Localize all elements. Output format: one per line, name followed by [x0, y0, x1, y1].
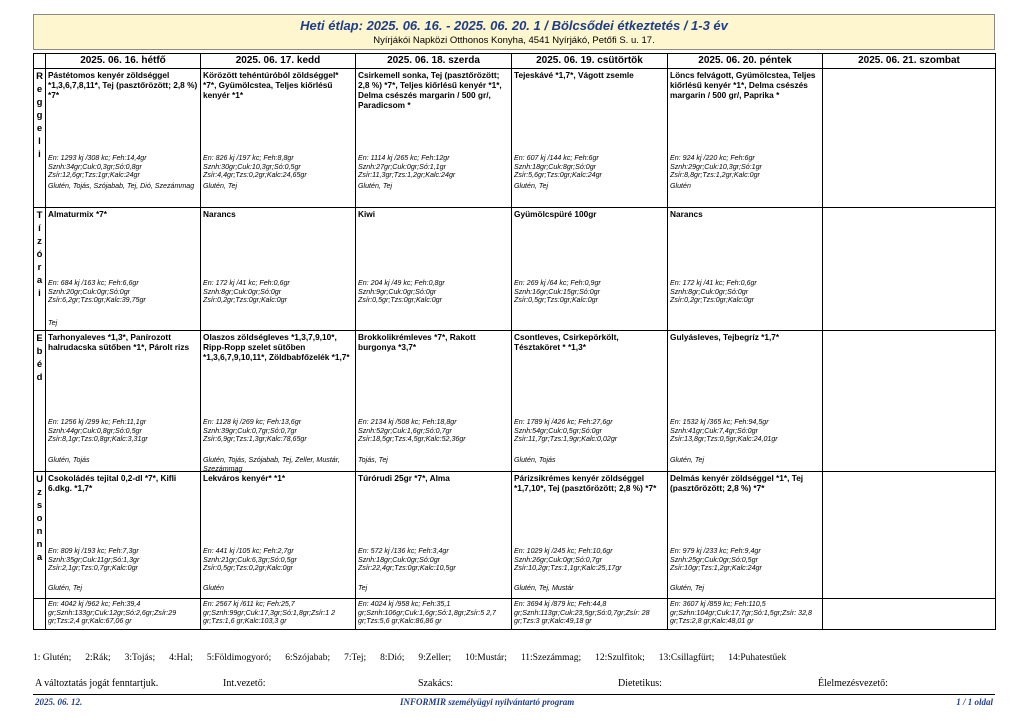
nutrition-line: Zsír:4,4gr;Tzs:0,2gr;Kalc:24,65gr [203, 171, 307, 180]
nutrition-line: Sznh:16gr;Cuk:15gr;Só:0gr [514, 287, 600, 296]
nutrition-line: Sznh:30gr;Cuk:10,3gr;Só:0,5gr [203, 162, 301, 171]
nutrition-info [670, 279, 820, 305]
nutrition-line: Zsír:0,5gr;Tzs:0gr;Kalc:0gr [514, 296, 598, 305]
nutrition-line: En: 172 kj /41 kc; Feh:0,6gr [203, 279, 290, 287]
meal-row [34, 472, 996, 599]
nutrition-line: Sznh:34gr;Cuk:0,3gr;Só:0,8gr [48, 162, 142, 171]
allergen-legend-item: 3:Tojás; [124, 653, 156, 663]
dish-text: Párizsikrémes kenyér zöldséggel *1,7,10*, Tej (pasztőrözött; 2,8 %) *7* [514, 473, 657, 493]
meal-label-letter: T [36, 210, 43, 221]
allergen-list: Glutén, Tojás [48, 456, 90, 464]
dish-text: Kiwi [358, 209, 376, 219]
dish-text: Narancs [203, 209, 236, 219]
nutrition-line: Zsír:22,4gr;Tzs:0gr;Kalc:10,5gr [358, 564, 456, 573]
meal-row [34, 331, 996, 472]
int-vezeto-label: Int.vezető: [223, 678, 266, 689]
nutrition-info [514, 279, 665, 305]
daily-total-text: En: 4042 kj /962 kc; Feh:39,4 gr;Sznh:133gr;Cuk:12gr;Só:2,6gr;Zsír:29 gr;Tzs:2,4 gr;Kalc:67,06 gr [48, 600, 177, 626]
meal-label-letter: g [36, 110, 43, 121]
allergen-legend-item: 5:Földimogyoró; [206, 653, 272, 663]
meal-label-letter: i [38, 149, 41, 160]
dish-text: Delmás kenyér zöldséggel *1*, Tej (pasztőrözött; 2,8 %) *7* [670, 473, 804, 493]
nutrition-info [203, 418, 353, 444]
meal-label-letter: r [37, 262, 42, 273]
nutrition-line: Sznh:29gr;Cuk:10,3gr;Só:1gr [670, 162, 762, 171]
dish-text: Csontleves, Csirkepörkölt, Tésztaköret * *1,3* [514, 332, 619, 352]
daily-total-text: En: 2567 kj /611 kc; Feh:25,7 gr;Sznh:99gr;Cuk:17,3gr;Só:1,8gr;Zsír:1 2 gr;Tzs:1,6 gr;Kalc:103,3 gr [203, 600, 336, 626]
nutrition-line: Sznh:20gr;Cuk:0gr;Só:0gr [48, 287, 131, 296]
nutrition-line: Zsír:6,2gr;Tzs:0gr;Kalc:39,75gr [48, 296, 146, 305]
allergen-legend-item: 2:Rák; [85, 653, 111, 663]
day-header-row [34, 54, 996, 69]
meal-label-letter: d [36, 372, 43, 383]
nutrition-line: En: 1029 kj /245 kc; Feh:10,6gr [514, 547, 613, 555]
szakacs-label: Szakács: [418, 678, 453, 689]
footer-page: 1 / 1 oldal [956, 697, 993, 707]
menu-cell [823, 472, 996, 599]
nutrition-line: En: 1789 kj /426 kc; Feh:27,6gr [514, 418, 613, 426]
meal-label-letter: E [36, 333, 43, 344]
nutrition-line: Sznh:8gr;Cuk:0gr;Só:0gr [203, 287, 282, 296]
meal-label-letter: e [36, 84, 43, 95]
meal-label [34, 331, 46, 472]
allergen-list: Glutén, Tej [358, 182, 393, 190]
footer-program: INFORMIR személyügyi nyilvántartó program [400, 697, 575, 707]
meal-label [34, 208, 46, 331]
nutrition-info [358, 418, 509, 444]
menu-cell [512, 331, 668, 472]
menu-cell [46, 331, 201, 472]
menu-cell [46, 208, 201, 331]
dish-text: Tejeskávé *1,7*, Vágott zsemle [514, 70, 634, 80]
meal-label [34, 69, 46, 208]
allergen-list: Tej [48, 319, 58, 327]
dish-text: Olaszos zöldségleves *1,3,7,9,10*, Ripp-Ropp szelet sütőben *1,3,6,7,9,10,11*, Zöldbabfőzelék *1,7* [203, 332, 350, 362]
nutrition-line: En: 572 kj /136 kc; Feh:3,4gr [358, 547, 449, 555]
nutrition-line: Sznh:18gr;Cuk:0gr;Só:0gr [358, 555, 441, 564]
nutrition-line: Zsír:0,2gr;Tzs:0gr;Kalc:0gr [670, 296, 754, 305]
menu-cell [668, 331, 823, 472]
allergen-list: Glutén, Tojás [514, 456, 556, 464]
nutrition-line: Sznh:39gr;Cuk:0,7gr;Só:0,7gr [203, 426, 297, 435]
daily-total-cell [823, 599, 996, 630]
dish-text: Pástétomos kenyér zöldséggel *1,3,6,7,8,11*, Tej (pasztőrözött; 2,8 %) *7* [48, 70, 198, 100]
menu-cell [356, 69, 512, 208]
nutrition-info [48, 279, 198, 305]
meal-label-letter: l [38, 136, 41, 147]
corner-cell [34, 54, 46, 69]
nutrition-line: En: 204 kj /49 kc; Feh:0,8gr [358, 279, 445, 287]
allergen-list: Glutén, Tej [48, 584, 83, 592]
meal-label-letter: a [36, 552, 43, 563]
meal-label-letter: e [36, 123, 43, 134]
nutrition-line: Zsír:0,5gr;Tzs:0gr;Kalc:0gr [358, 296, 442, 305]
daily-total-text: En: 3607 kj /859 kc; Feh:110,5 gr;Szhn:104gr;Cuk:17,7gr;Só:1,5gr;Zsír: 32,8 gr;Tzs:2,8 gr;Kalc:48,01 gr [670, 600, 812, 626]
day-header: 2025. 06. 20. péntek [668, 54, 823, 69]
meal-label-letter: i [38, 288, 41, 299]
nutrition-info [514, 418, 665, 444]
nutrition-line: Sznh:52gr;Cuk:1,6gr;Só:0,7gr [358, 426, 452, 435]
allergen-list: Glutén, Tej [670, 456, 705, 464]
nutrition-line: Zsír:0,5gr;Tzs:0,2gr;Kalc:0gr [203, 564, 293, 573]
nutrition-line: Zsír:12,6gr;Tzs:1gr;Kalc:24gr [48, 171, 140, 180]
page-footer [33, 697, 995, 711]
nutrition-line: Zsír:2,1gr;Tzs:0,7gr;Kalc:0gr [48, 564, 138, 573]
allergen-legend-item: 8:Dió; [380, 653, 405, 663]
dish-text: Löncs felvágott, Gyümölcstea, Teljes kiőrlésű kenyér *1*, Delma csészés margarin / 500 gr/, Paprika * [670, 70, 816, 100]
daily-total-text: En: 4024 kj /958 kc; Feh:35,1 gr;Sznh:106gr;Cuk:1,6gr;Só:1,8gr;Zsír:5 2,7 gr;Tzs:5,6 gr;Kalc:86,86 gr [358, 600, 497, 626]
menu-cell [512, 208, 668, 331]
allergen-list: Glutén, Tej, Mustár [514, 584, 574, 592]
nutrition-line: En: 1256 kj /299 kc; Feh:11,1gr [48, 418, 147, 426]
nutrition-line: En: 979 kj /233 kc; Feh:9,4gr [670, 547, 761, 555]
nutrition-line: En: 607 kj /144 kc; Feh:6gr [514, 154, 599, 162]
footer-date: 2025. 06. 12. [35, 697, 83, 707]
meal-label-letter: g [36, 97, 43, 108]
nutrition-line: Zsír:18,5gr;Tzs:4,5gr;Kalc:52,36gr [358, 435, 466, 444]
nutrition-line: En: 441 kj /105 kc; Feh:2,7gr [203, 547, 294, 555]
daily-total-cell [46, 599, 201, 630]
menu-cell [356, 472, 512, 599]
menu-cell [823, 208, 996, 331]
meal-label-letter: é [36, 359, 43, 370]
nutrition-info [514, 154, 665, 180]
meal-label-letter: z [37, 236, 42, 247]
allergen-list: Glutén, Tej [514, 182, 549, 190]
daily-total-row [34, 599, 996, 630]
daily-total-cell [512, 599, 668, 630]
nutrition-line: En: 924 kj /220 kc; Feh:6gr [670, 154, 755, 162]
nutrition-line: Zsír:5,6gr;Tzs:0gr;Kalc:24gr [514, 171, 602, 180]
dish-text: Narancs [670, 209, 703, 219]
menu-cell [356, 208, 512, 331]
allergen-legend-item: 11:Szezámmag; [520, 653, 582, 663]
dish-text: Brokkolikrémleves *7*, Rakott burgonya *3,7* [358, 332, 476, 352]
menu-cell [823, 331, 996, 472]
nutrition-line: En: 2134 kj /508 kc; Feh:18,8gr [358, 418, 457, 426]
nutrition-line: Sznh:21gr;Cuk:6,3gr;Só:0,5gr [203, 555, 297, 564]
nutrition-line: Zsír:11,7gr;Tzs:1,9gr;Kalc:0,02gr [514, 435, 618, 444]
dish-text: Körözött tehéntúróból zöldséggel* *7*, Gyümölcstea, Teljes kiőrlésű kenyér *1* [203, 70, 339, 100]
day-header: 2025. 06. 19. csütörtök [512, 54, 668, 69]
nutrition-line: Sznh:9gr;Cuk:0gr;Só:0gr [358, 287, 437, 296]
dish-text: Tarhonyaleves *1,3*, Panírozott halrudacska sütőben *1*, Párolt rizs [48, 332, 190, 352]
menu-cell [201, 472, 356, 599]
day-header: 2025. 06. 16. hétfő [46, 54, 201, 69]
menu-cell [512, 69, 668, 208]
allergen-list: Glutén, Tej [203, 182, 238, 190]
day-header: 2025. 06. 17. kedd [201, 54, 356, 69]
nutrition-line: En: 1293 kj /308 kc; Feh:14,4gr [48, 154, 147, 162]
nutrition-line: En: 172 kj /41 kc; Feh:0,6gr [670, 279, 757, 287]
nutrition-line: Sznh:18gr;Cuk:8gr;Só:0gr [514, 162, 597, 171]
nutrition-line: Zsír:10gr;Tzs:1,2gr;Kalc:24gr [670, 564, 762, 573]
allergen-list: Glutén [203, 584, 224, 592]
nutrition-line: Zsír:13,8gr;Tzs:0,5gr;Kalc:24,01gr [670, 435, 778, 444]
menu-cell [668, 208, 823, 331]
nutrition-line: En: 1114 kj /265 kc; Feh:12gr [358, 154, 450, 162]
nutrition-line: Sznh:54gr;Cuk:0,5gr;Só:0gr [514, 426, 602, 435]
dietetikus-label: Dietetikus: [618, 678, 662, 689]
meal-label-letter: n [36, 526, 43, 537]
kitchen-address: Nyírjákói Napközi Otthonos Konyha, 4541 Nyírjákó, Petőfi S. u. 17. [373, 35, 655, 46]
nutrition-info [670, 547, 820, 573]
menu-cell [512, 472, 668, 599]
nutrition-info [48, 418, 198, 444]
disclaimer-text: A változtatás jogát fenntartjuk. [35, 678, 159, 689]
daily-total-cell [668, 599, 823, 630]
menu-cell [356, 331, 512, 472]
allergen-legend-item: 12:Szulfitok; [595, 653, 645, 663]
meal-label-letter: n [36, 539, 43, 550]
nutrition-line: Sznh:44gr;Cuk:0,8gr;Só:0,5gr [48, 426, 142, 435]
nutrition-info [358, 279, 509, 305]
nutrition-info [203, 154, 353, 180]
menu-cell [823, 69, 996, 208]
meal-label-letter: U [36, 474, 43, 485]
allergen-list: Glutén, Tej [670, 584, 705, 592]
elelmezesvezeto-label: Élelmezésvezető: [818, 678, 888, 689]
dish-text: Almaturmix *7* [48, 209, 108, 219]
meal-label-letter: R [36, 71, 43, 82]
daily-total-cell [356, 599, 512, 630]
allergen-legend-item: 13:Csillagfürt; [658, 653, 715, 663]
nutrition-info [358, 547, 509, 573]
allergen-list: Tojás, Tej [358, 456, 388, 464]
meal-label-letter: o [36, 513, 43, 524]
meal-row [34, 208, 996, 331]
allergen-list: Glutén, Tojás, Szójabab, Tej, Zeller, Mustár, Szezámmag [203, 456, 340, 473]
allergen-legend-item: 1: Glutén; [33, 653, 72, 663]
nutrition-line: En: 826 kj /197 kc; Feh:8,8gr [203, 154, 294, 162]
meal-label-letter: b [36, 346, 43, 357]
nutrition-info [514, 547, 665, 573]
allergen-legend-item: 6:Szójabab; [285, 653, 331, 663]
nutrition-line: Sznh:35gr;Cuk:11gr;Só:1,3gr [48, 555, 140, 564]
allergen-legend [33, 653, 995, 663]
nutrition-info [48, 154, 198, 180]
allergen-legend-item: 14:Puhatestűek [728, 653, 787, 663]
meal-row [34, 69, 996, 208]
nutrition-line: Zsír:10,2gr;Tzs:1,1gr;Kalc:25,17gr [514, 564, 622, 573]
dish-text: Túrórudi 25gr *7*, Alma [358, 473, 450, 483]
nutrition-info [203, 547, 353, 573]
menu-cell [46, 69, 201, 208]
nutrition-info [670, 418, 820, 444]
nutrition-line: Zsír:8,8gr;Tzs:1,2gr;Kalc:0gr [670, 171, 760, 180]
total-label-cell [34, 599, 46, 630]
dish-text: Gyümölcspüré 100gr [514, 209, 597, 219]
nutrition-line: Zsír:0,2gr;Tzs:0gr;Kalc:0gr [203, 296, 287, 305]
dish-text: Csokoládés tejital 0,2-dl *7*, Kifli 6.dkg. *1,7* [48, 473, 177, 493]
nutrition-line: En: 1128 kj /269 kc; Feh:13,6gr [203, 418, 302, 426]
allergen-legend-item: 10:Mustár; [465, 653, 507, 663]
allergen-legend-item: 9:Zeller; [418, 653, 452, 663]
allergen-legend-item: 4:Hal; [169, 653, 193, 663]
menu-title: Heti étlap: 2025. 06. 16. - 2025. 06. 20. 1 / Bölcsődei étkeztetés / 1-3 év [300, 18, 728, 33]
dish-text: Lekváros kenyér* *1* [203, 473, 286, 483]
weekly-menu-table [33, 53, 996, 630]
menu-header [33, 14, 995, 50]
meal-label-letter: z [37, 487, 42, 498]
nutrition-line: Zsír:11,3gr;Tzs:1,2gr;Kalc:24gr [358, 171, 456, 180]
menu-cell [668, 472, 823, 599]
nutrition-line: Sznh:27gr;Cuk:0gr;Só:1,1gr [358, 162, 446, 171]
meal-label-letter: a [36, 275, 43, 286]
allergen-legend-item: 7:Tej; [344, 653, 367, 663]
nutrition-info [358, 154, 509, 180]
nutrition-info [203, 279, 353, 305]
nutrition-line: Sznh:26gr;Cuk:0gr;Só:0,7gr [514, 555, 602, 564]
nutrition-info [670, 154, 820, 180]
footer-divider [33, 694, 995, 695]
menu-cell [46, 472, 201, 599]
nutrition-line: Zsír:6,9gr;Tzs:1,3gr;Kalc:78,65gr [203, 435, 307, 444]
nutrition-line: En: 684 kj /163 kc; Feh:6,6gr [48, 279, 139, 287]
allergen-list: Tej [358, 584, 368, 592]
nutrition-line: Sznh:25gr;Cuk:0gr;Só:0,5gr [670, 555, 758, 564]
menu-cell [201, 69, 356, 208]
nutrition-line: Sznh:41gr;Cuk:7,4gr;Só:0gr [670, 426, 758, 435]
dish-text: Gulyásleves, Tejbegríz *1,7* [670, 332, 780, 342]
nutrition-line: Zsír:8,1gr;Tzs:0,8gr;Kalc:3,31gr [48, 435, 148, 444]
menu-cell [668, 69, 823, 208]
allergen-list: Glutén, Tojás, Szójabab, Tej, Dió, Szezámmag [48, 182, 195, 190]
nutrition-line: En: 809 kj /193 kc; Feh:7,3gr [48, 547, 139, 555]
daily-total-text: En: 3694 kj /879 kc; Feh:44,8 gr;Sznh:113gr;Cuk:23,5gr;Só:0,7gr;Zsír: 28 gr;Tzs:3 gr;Kalc:49,18 gr [514, 600, 650, 626]
day-header: 2025. 06. 18. szerda [356, 54, 512, 69]
menu-cell [201, 208, 356, 331]
meal-label-letter: s [36, 500, 43, 511]
menu-cell [201, 331, 356, 472]
nutrition-line: Sznh:8gr;Cuk:0gr;Só:0gr [670, 287, 749, 296]
meal-label-letter: í [38, 223, 41, 234]
meal-label [34, 472, 46, 599]
allergen-list: Glutén [670, 182, 691, 190]
daily-total-cell [201, 599, 356, 630]
day-header: 2025. 06. 21. szombat [823, 54, 996, 69]
dish-text: Csirkemell sonka, Tej (pasztőrözött; 2,8 %) *7*, Teljes kiőrlésű kenyér *1*, Delma csészés margarin / 500 gr/, Paradicsom * [358, 70, 502, 110]
nutrition-info [48, 547, 198, 573]
nutrition-line: En: 269 kj /64 kc; Feh:0,9gr [514, 279, 601, 287]
meal-label-letter: ó [36, 249, 43, 260]
nutrition-line: En: 1532 kj /365 kc; Feh:94,5gr [670, 418, 769, 426]
